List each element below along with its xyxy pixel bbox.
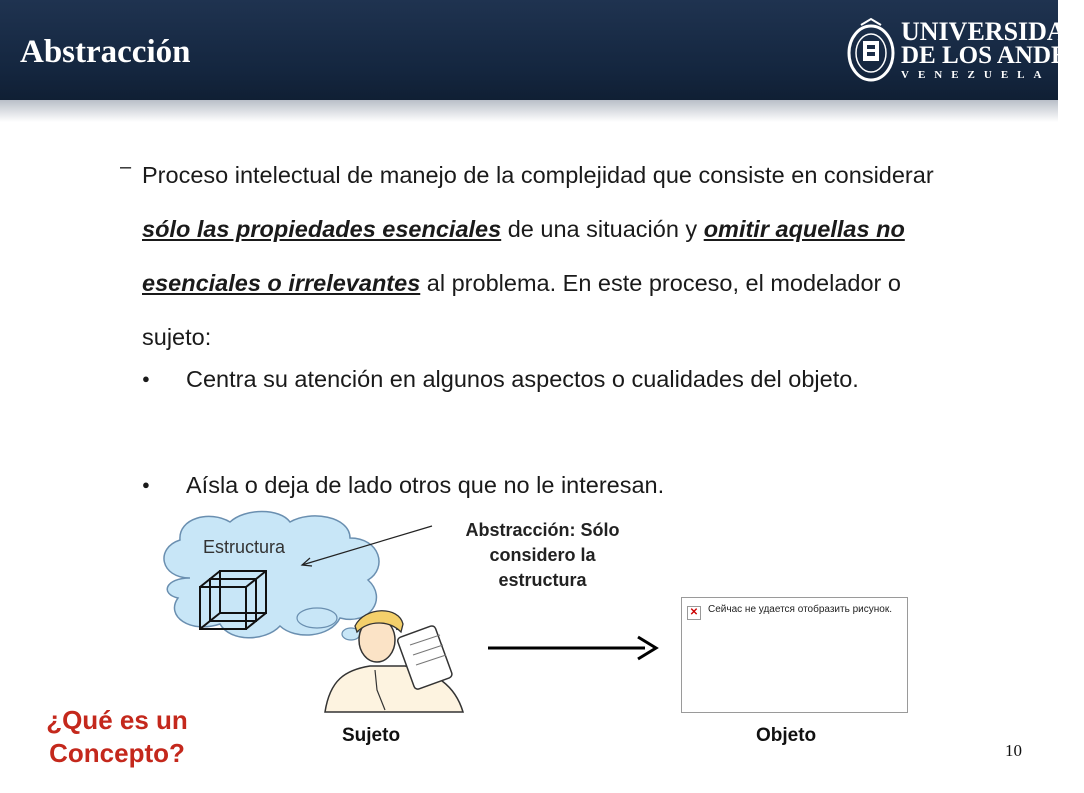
definition-paragraph <box>142 148 952 364</box>
emphasis-essential-properties: sólo las propiedades esenciales <box>142 216 502 242</box>
bullet-text: Centra su atención en algunos aspectos o cualidades del objeto. <box>186 366 859 392</box>
annotation-line: considero la <box>489 545 596 565</box>
dash-marker: – <box>120 156 132 178</box>
paragraph-text-b: de una situación y <box>501 216 704 242</box>
broken-image-message: Сейчас не удается отобразить рисунок. <box>708 604 892 615</box>
subject-person-icon <box>315 600 475 715</box>
object-label: Objeto <box>756 725 817 746</box>
bullet-dot-icon: ● <box>142 371 150 386</box>
concept-question-line1: ¿Qué es un <box>46 705 188 735</box>
page-number: 10 <box>1005 741 1022 760</box>
concept-question-line2: Concepto? <box>49 738 185 768</box>
wireframe-cube-icon <box>196 565 276 635</box>
bullet-dot-icon: ● <box>142 477 150 492</box>
missing-object-image <box>681 597 908 713</box>
slide-title: Abstracción <box>20 34 191 70</box>
concept-question <box>22 704 212 770</box>
paragraph-text-c: al problema. En este proceso, el modelador o sujeto: <box>142 270 901 350</box>
logo-text-line3: VENEZUELA <box>901 69 1051 81</box>
abstraction-annotation <box>425 518 660 593</box>
annotation-line: Abstracción: Sólo <box>465 520 620 540</box>
cloud-label: Estructura <box>203 537 286 557</box>
logo-text-line2: DE LOS ANDES <box>901 42 1082 69</box>
bullet-text: Aísla o deja de lado otros que no le interesan. <box>186 472 665 498</box>
emphasis-omit-irrelevant: omitir aquellas no esenciales o irrelevantes <box>142 216 905 296</box>
logo-text-line1: UNIVERSIDAD <box>901 17 1084 46</box>
subject-label: Sujeto <box>342 725 401 746</box>
annotation-line: estructura <box>498 570 587 590</box>
paragraph-text-a: Proceso intelectual de manejo de la complejidad que consiste en considerar <box>142 162 934 188</box>
broken-image-icon: ✕ <box>687 606 701 620</box>
